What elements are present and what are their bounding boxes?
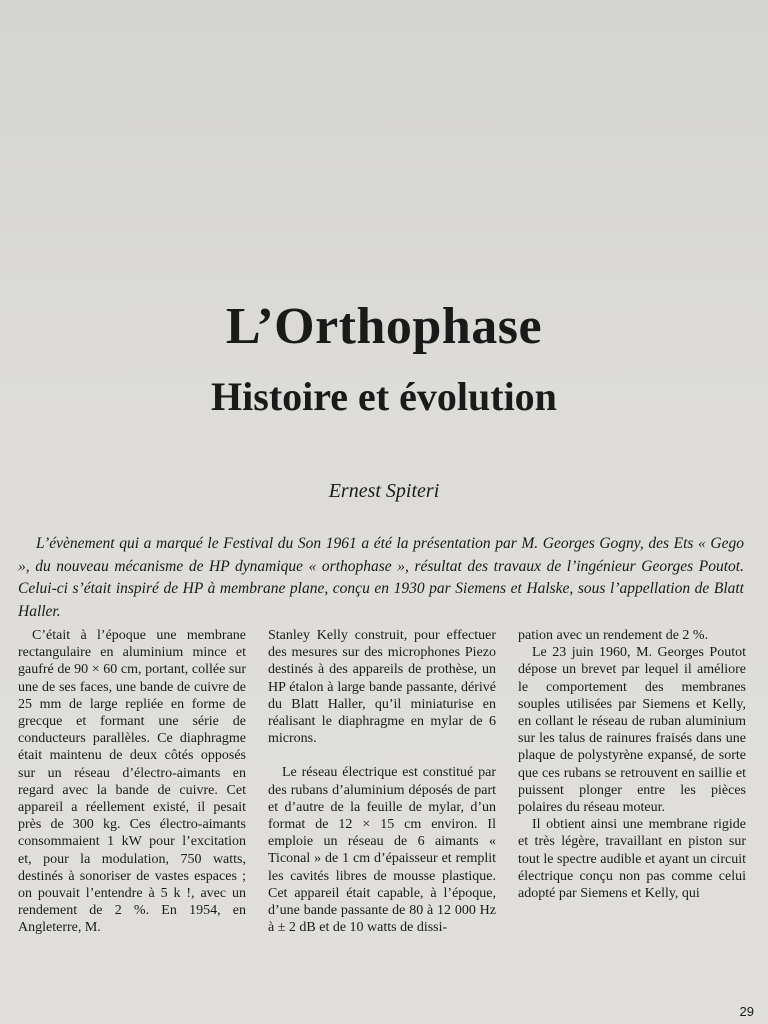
column-3 [518,627,746,997]
paragraph: Stanley Kelly construit, pour effectuer des mesures sur des microphones Piezo destinés à des appareils de prothèse, un HP étalon à large bande passante, dérivé du Blatt Haller, qu’il miniaturise en réalisant le diaphragme en mylar de 6 microns. [268,628,496,747]
paragraph: Le 23 juin 1960, M. Georges Poutot dépose un brevet par lequel il améliore le comportement des membranes souples utilisées par Siemens et Kelly, en collant le réseau de ruban aluminium sur les talus de rainures fraisés dans une plaque de polystyrène expansé, de sorte que ces rubans se retrouvent en saillie et puissent plonger entre les pièces polaires du réseau moteur. [518,645,746,816]
page-number: 29 [739,1004,754,1019]
column-1 [18,627,246,997]
paragraph: C’était à l’époque une membrane rectangulaire en aluminium mince et gaufré de 90 × 60 cm, portant, collée sur une de ses faces, une bande de cuivre de 25 mm de large repliée en forme de grecque et formant une série de conducteurs parallèles. Ce diaphragme était maintenu de deux côtés opposés sur un réseau d’électro-aimants en regard avec la bande de cuivre. Cet appareil a réellement existé, il pesait près de 300 kg. Ces électro-aimants consommaient 1 kW pour l’excitation et, pour la modulation, 750 watts, destinés à sonoriser de vastes espaces ; on pouvait l’entendre à 5 k !, avec un rendement de 2 %. En 1954, en Angleterre, M. [18,628,246,936]
column-2 [268,627,496,997]
article-author: Ernest Spiteri [328,480,440,502]
article-subtitle: Histoire et évolution [211,374,557,419]
paragraph: Le réseau électrique est constitué par des rubans d’aluminium déposés de part et d’autre de la feuille de mylar, d’un format de 12 × 15 cm environ. Il emploie un réseau de 6 aimants « Ticonal » de 1 cm d’épaisseur et remplit les cavités libres de mousse plastique. Cet appareil était capable, à l’époque, d’une bande passante de 80 à 12 000 Hz à ± 2 dB et de 10 watts de dissi- [268,765,496,936]
paragraph: Il obtient ainsi une membrane rigide et très légère, travaillant en piston sur tout le spectre audible et ayant un circuit électrique conçu non pas comme celui adopté par Siemens et Kelly, qui [518,817,746,902]
paragraph: pation avec un rendement de 2 %. [518,628,709,643]
article-intro: L’évènement qui a marqué le Festival du Son 1961 a été la présentation par M. Georges Gogny, des Ets « Gego », du nouveau mécanisme de HP dynamique « orthophase », résultat des travaux de l’ingénieur Georges Poutot. Celui-ci s’était inspiré de HP à membrane plane, conçu en 1930 par Siemens et Halske, sous l’appellation de Blatt Haller. [18,535,744,620]
article-body [18,627,746,997]
article-title: L’Orthophase [225,298,543,355]
